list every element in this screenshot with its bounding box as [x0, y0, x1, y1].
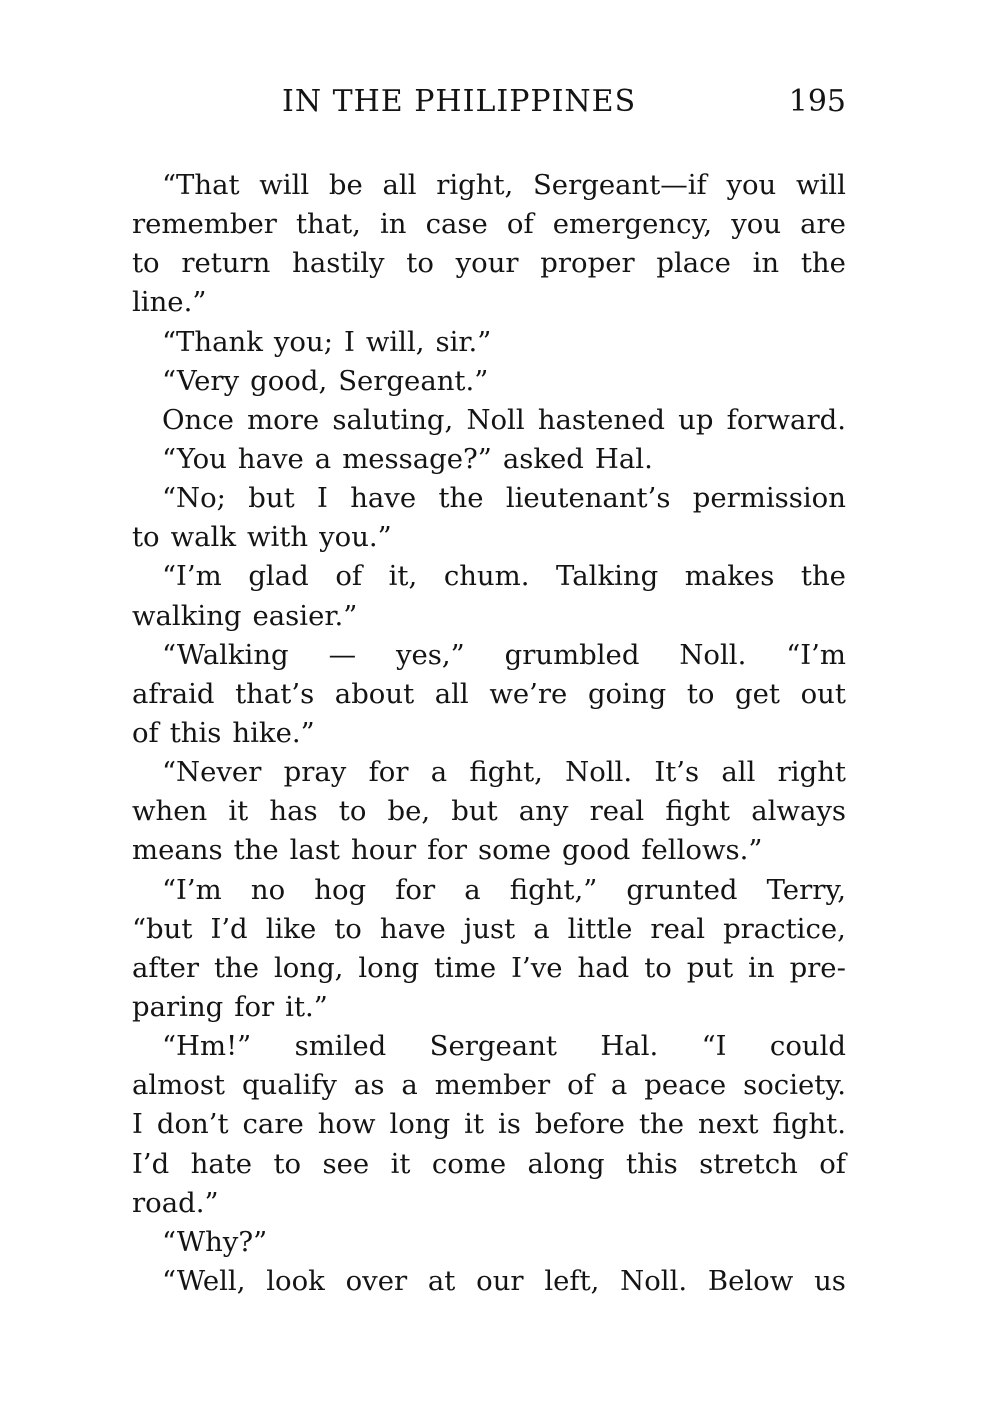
word: as: [353, 1069, 385, 1102]
word: a: [464, 873, 481, 906]
word: last: [289, 834, 340, 867]
word: all: [434, 677, 469, 710]
word: has: [269, 795, 318, 828]
word: “I’m: [162, 873, 222, 906]
word: long: [389, 1108, 451, 1141]
body-text: [132, 166, 846, 1301]
word: time: [434, 951, 497, 984]
word: permission: [692, 482, 846, 515]
word: this: [626, 1147, 678, 1180]
text-line: [132, 440, 846, 479]
word: practice,: [723, 912, 846, 945]
word: could: [769, 1030, 846, 1063]
word: some: [478, 834, 552, 867]
word: hog: [314, 873, 367, 906]
word: real: [589, 795, 645, 828]
word: good,: [250, 364, 328, 397]
running-head: [132, 84, 846, 128]
word: qualify: [241, 1069, 337, 1102]
word: don’t: [156, 1108, 229, 1141]
word: of: [567, 1069, 594, 1102]
word: to: [406, 247, 434, 280]
word: for: [234, 990, 275, 1023]
word: long: [358, 951, 420, 984]
word: is: [498, 1108, 521, 1141]
word: come: [431, 1147, 507, 1180]
word: a: [533, 912, 550, 945]
word: have: [350, 482, 417, 515]
word: “Walking: [162, 638, 289, 671]
word: Once: [162, 403, 234, 436]
word: chum.: [443, 560, 530, 593]
word: in: [748, 951, 775, 984]
word: I’ve: [511, 951, 563, 984]
word: it: [390, 1147, 411, 1180]
text-line: [132, 1223, 846, 1262]
text-line: [132, 753, 846, 792]
word: “I’m: [162, 560, 222, 593]
text-line: [132, 1184, 846, 1223]
word: return: [181, 247, 271, 280]
word: have: [237, 442, 304, 475]
word: of: [819, 1147, 846, 1180]
word: I’d: [210, 912, 248, 945]
word: good: [562, 834, 631, 867]
word: like: [265, 912, 317, 945]
text-line: [132, 166, 846, 205]
word: going: [587, 677, 667, 710]
word: pray: [283, 756, 347, 789]
word: stretch: [699, 1147, 798, 1180]
word: a: [314, 442, 332, 475]
word: for: [368, 756, 409, 789]
text-line: [132, 988, 846, 1027]
word: Hal.: [600, 1030, 659, 1063]
word: fellows.”: [641, 834, 763, 867]
word: Sergeant.”: [338, 364, 489, 397]
word: how: [317, 1108, 376, 1141]
word: that,: [295, 208, 361, 241]
word: long,: [274, 951, 344, 984]
word: you: [726, 169, 777, 201]
word: real: [650, 912, 706, 945]
word: message?”: [342, 442, 492, 475]
word: society.: [743, 1069, 846, 1102]
word: the: [214, 951, 260, 984]
word: a: [401, 1069, 418, 1102]
word: just: [463, 912, 516, 945]
text-line: [132, 244, 846, 283]
word: see: [322, 1147, 370, 1180]
text-line: [132, 910, 846, 949]
text-line: [132, 1066, 846, 1105]
word: saluting,: [332, 403, 454, 436]
word: Sergeant: [429, 1030, 557, 1063]
word: left,: [544, 1264, 600, 1297]
word: “but: [132, 912, 193, 945]
word: no: [250, 873, 286, 906]
word: grumbled: [504, 638, 640, 671]
word: almost: [132, 1069, 225, 1102]
word: more: [247, 403, 320, 436]
word: any: [518, 795, 569, 828]
word: case: [425, 208, 488, 241]
text-line: [132, 714, 846, 753]
word: hour: [350, 834, 417, 867]
text-line: [132, 205, 846, 244]
word: right,: [436, 169, 514, 201]
word: Hal.: [594, 442, 653, 475]
word: in: [752, 247, 780, 280]
text-line: [132, 323, 846, 362]
word: proper: [540, 247, 635, 280]
word: “Thank: [162, 325, 263, 358]
word: emergency,: [552, 208, 713, 241]
word: that’s: [235, 677, 315, 710]
word: over: [345, 1264, 408, 1297]
word: our: [476, 1264, 524, 1297]
word: it,: [388, 560, 418, 593]
text-line: [132, 401, 846, 440]
word: look: [266, 1264, 325, 1297]
text-line: [132, 636, 846, 675]
word: all: [721, 756, 756, 789]
word: to: [686, 677, 715, 710]
word: all: [382, 169, 417, 201]
word: hastily: [292, 247, 385, 280]
word: care: [242, 1108, 304, 1141]
text-line: [132, 1105, 846, 1144]
word: but: [248, 482, 295, 515]
word: sir.”: [435, 325, 492, 358]
word: to: [132, 521, 160, 554]
word: fight,”: [509, 873, 598, 906]
word: means: [132, 834, 223, 867]
word: will: [795, 169, 846, 201]
word: Noll.: [620, 1264, 688, 1297]
word: glad: [248, 560, 309, 593]
text-line: [132, 792, 846, 831]
word: road.”: [132, 1186, 219, 1219]
text-line: [132, 1027, 846, 1066]
word: “I: [701, 1030, 727, 1063]
word: be,: [387, 795, 431, 828]
text-line: [132, 557, 846, 596]
word: of: [506, 208, 534, 241]
word: hastened: [537, 403, 665, 436]
word: it: [464, 1108, 485, 1141]
word: a: [430, 756, 448, 789]
word: place: [656, 247, 731, 280]
word: you;: [273, 325, 333, 358]
word: walking: [132, 599, 242, 632]
word: this: [169, 716, 222, 749]
word: hike.”: [232, 716, 315, 749]
text-line: [132, 831, 846, 870]
word: “That: [162, 169, 240, 201]
word: “Very: [162, 364, 240, 397]
word: Noll: [466, 403, 525, 436]
word: you.”: [319, 521, 392, 554]
word: remember: [132, 208, 277, 241]
page-number: 195: [788, 84, 846, 119]
word: be: [328, 169, 363, 201]
text-line: [132, 1145, 846, 1184]
word: the: [800, 560, 846, 593]
word: for: [395, 873, 436, 906]
word: to: [334, 912, 362, 945]
word: to: [338, 795, 367, 828]
word: you: [731, 208, 782, 241]
text-line: [132, 949, 846, 988]
word: Talking: [556, 560, 659, 593]
word: but: [451, 795, 498, 828]
word: pre-: [789, 951, 846, 984]
text-line: [132, 675, 846, 714]
word: had: [577, 951, 630, 984]
word: Noll.: [565, 756, 633, 789]
word: I’d: [132, 1147, 170, 1180]
word: up: [678, 403, 714, 436]
word: forward.: [726, 403, 846, 436]
word: “Well,: [162, 1264, 246, 1297]
word: fight: [665, 795, 731, 828]
running-title: IN THE PHILIPPINES: [282, 84, 637, 119]
word: lieutenant’s: [505, 482, 671, 515]
word: Terry,: [766, 873, 846, 906]
word: before: [534, 1108, 625, 1141]
word: to: [644, 951, 672, 984]
word: —: [328, 638, 357, 671]
word: paring: [132, 990, 224, 1023]
word: we’re: [489, 677, 568, 710]
word: the: [800, 247, 846, 280]
word: the: [438, 482, 484, 515]
text-line: [132, 362, 846, 401]
word: after: [132, 951, 200, 984]
word: Noll.: [679, 638, 747, 671]
word: It’s: [654, 756, 700, 789]
text-line: [132, 871, 846, 910]
word: are: [800, 208, 846, 241]
word: walk: [170, 521, 237, 554]
word: us: [814, 1264, 846, 1297]
word: next: [697, 1108, 759, 1141]
word: fight,: [469, 756, 543, 789]
word: about: [334, 677, 415, 710]
word: with: [247, 521, 309, 554]
text-line: [132, 283, 846, 322]
word: have: [379, 912, 446, 945]
word: I: [132, 1108, 143, 1141]
word: “Why?”: [162, 1225, 268, 1258]
word: put: [686, 951, 734, 984]
word: of: [132, 716, 159, 749]
word: “No;: [162, 482, 226, 515]
word: “You: [162, 442, 227, 475]
word: Sergeant—if: [532, 169, 707, 201]
word: “Hm!”: [162, 1030, 252, 1063]
word: to: [132, 247, 160, 280]
word: get: [735, 677, 780, 710]
word: afraid: [132, 677, 215, 710]
word: out: [800, 677, 846, 710]
text-line: [132, 518, 846, 557]
word: a: [610, 1069, 628, 1102]
word: it: [228, 795, 249, 828]
word: to: [273, 1147, 302, 1180]
word: along: [527, 1147, 605, 1180]
word: makes: [684, 560, 775, 593]
word: of: [335, 560, 363, 593]
word: fight.: [772, 1108, 846, 1141]
word: always: [751, 795, 846, 828]
word: the: [638, 1108, 684, 1141]
word: the: [233, 834, 279, 867]
word: member: [434, 1069, 551, 1102]
word: line.”: [132, 286, 207, 319]
text-line: [132, 1262, 846, 1301]
word: “Never: [162, 756, 262, 789]
word: yes,”: [395, 638, 465, 671]
text-line: [132, 479, 846, 518]
word: will: [259, 169, 310, 201]
word: asked: [502, 442, 584, 475]
word: grunted: [626, 873, 738, 906]
word: easier.”: [252, 599, 358, 632]
word: smiled: [294, 1030, 387, 1063]
word: “I’m: [786, 638, 846, 671]
word: your: [455, 247, 519, 280]
word: when: [132, 795, 208, 828]
word: I: [343, 325, 355, 358]
word: I: [316, 482, 328, 515]
word: for: [427, 834, 467, 867]
word: little: [567, 912, 633, 945]
word: at: [427, 1264, 456, 1297]
word: Below: [707, 1264, 794, 1297]
word: hate: [190, 1147, 253, 1180]
text-line: [132, 597, 846, 636]
word: it.”: [285, 990, 328, 1023]
word: right: [777, 756, 846, 789]
word: peace: [644, 1069, 727, 1102]
word: in: [380, 208, 407, 241]
word: will,: [365, 325, 425, 358]
